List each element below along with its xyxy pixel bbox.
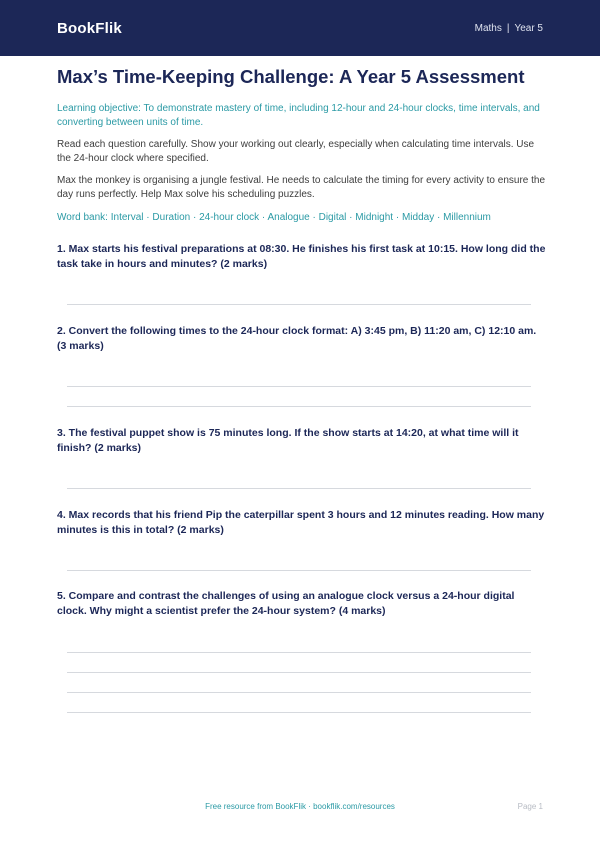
- answer-line[interactable]: [67, 304, 531, 305]
- page-title: Max’s Time-Keeping Challenge: A Year 5 Assessment: [57, 66, 525, 87]
- header-bar: [0, 0, 600, 56]
- brand-logo[interactable]: BookFlik: [57, 19, 122, 37]
- footer-link[interactable]: Free resource from BookFlik · bookflik.com/resources: [205, 802, 395, 811]
- question-4: 4. Max records that his friend Pip the caterpillar spent 3 hours and 12 minutes reading. How many minutes is this in total? (2 marks): [57, 509, 545, 536]
- question-1: 1. Max starts his festival preparations at 08:30. He finishes his first task at 10:15. How long did the task take in hours and minutes? (2 marks): [57, 243, 546, 270]
- answer-line[interactable]: [67, 406, 531, 407]
- header-separator: |: [506, 22, 510, 34]
- answer-line[interactable]: [67, 712, 531, 713]
- question-2: 2. Convert the following times to the 24-hour clock format: A) 3:45 pm, B) 11:20 am, C) 12:10 am. (3 marks): [57, 325, 537, 352]
- answer-line[interactable]: [67, 692, 531, 693]
- answer-line[interactable]: [67, 672, 531, 673]
- page-number: Page 1: [517, 802, 543, 811]
- question-3: 3. The festival puppet show is 75 minutes long. If the show starts at 14:20, at what time will it finish? (2 marks): [57, 427, 519, 454]
- subject-label: Maths: [474, 22, 502, 34]
- answer-line[interactable]: [67, 386, 531, 387]
- question-5: 5. Compare and contrast the challenges of using an analogue clock versus a 24-hour digital clock. Why might a scientist prefer the 24-hour system? (4 marks): [57, 590, 515, 617]
- word-bank: Word bank: Interval · Duration · 24-hour clock · Analogue · Digital · Midnight · Midday · Millennium: [57, 212, 491, 223]
- answer-line[interactable]: [67, 488, 531, 489]
- story-text: Max the monkey is organising a jungle festival. He needs to calculate the timing for every activity to ensure the day runs perfectly. Help Max solve his scheduling puzzles.: [57, 175, 546, 200]
- learning-objective: Learning objective: To demonstrate mastery of time, including 12-hour and 24-hour clocks, time intervals, and converting between units of time.: [57, 103, 540, 128]
- header-meta: [475, 23, 543, 34]
- instructions-text: Read each question carefully. Show your working out clearly, especially when calculating time intervals. Use the 24-hour clock where specified.: [57, 139, 535, 164]
- page-footer: [0, 802, 600, 816]
- answer-line[interactable]: [67, 570, 531, 571]
- year-label: Year 5: [514, 22, 543, 34]
- document-intro: [57, 65, 547, 225]
- answer-line[interactable]: [67, 652, 531, 653]
